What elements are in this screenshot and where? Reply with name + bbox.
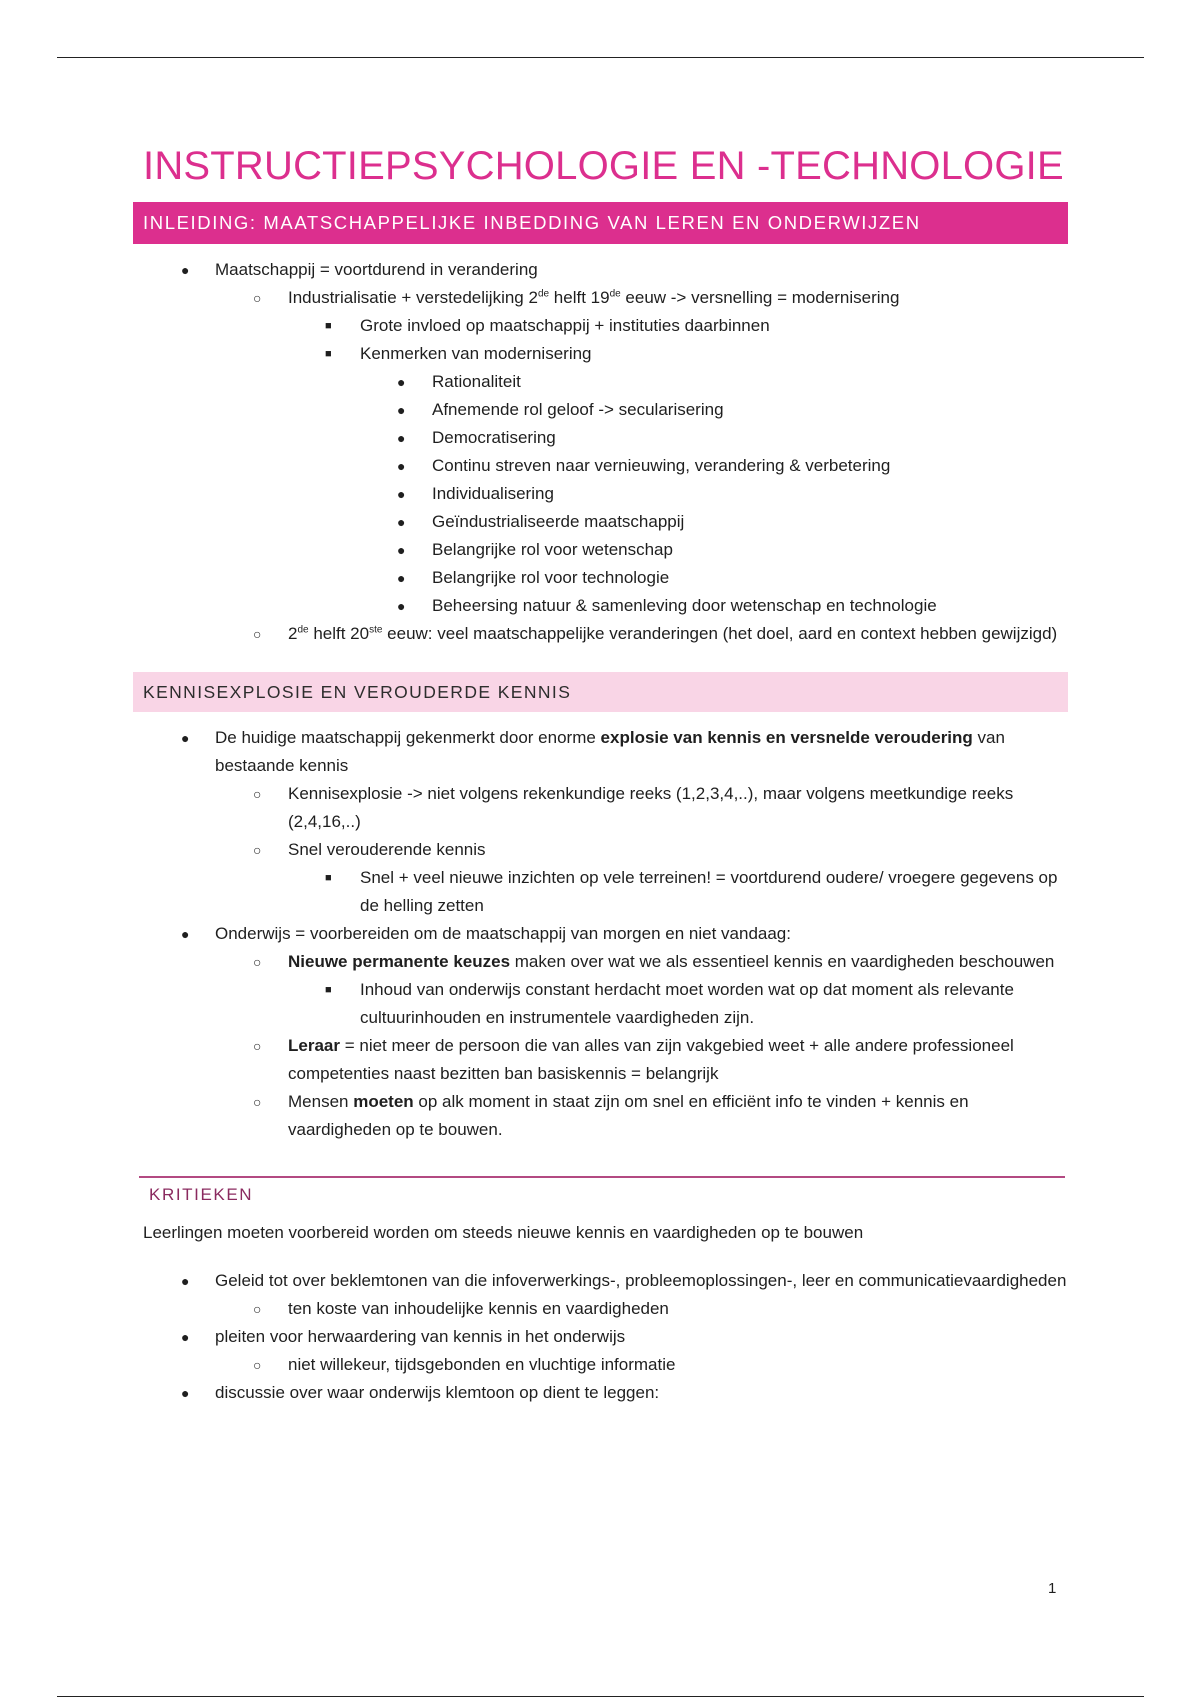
section-heading-inleiding: INLEIDING: MAATSCHAPPELIJKE INBEDDING VAN LEREN EN ONDERWIJZEN	[133, 202, 1068, 244]
list-item: ● Maatschappij = voortdurend in verandering	[181, 260, 538, 279]
document-title: INSTRUCTIEPSYCHOLOGIE EN -TECHNOLOGIE	[143, 144, 1064, 188]
document-body	[133, 140, 1068, 1407]
list-item: ● Geleid tot over beklemtonen van die infoverwerkings-, probleemoplossingen-, leer en communicatievaardigheden	[181, 1271, 1067, 1290]
list-item: ○ Industrialisatie + verstedelijking 2de helft 19de eeuw -> versnelling = modernisering	[253, 288, 900, 307]
list-item: ● Geïndustrialiseerde maatschappij	[397, 512, 685, 531]
list-item: ■ Grote invloed op maatschappij + instituties daarbinnen	[325, 316, 770, 335]
page-number: 1	[1048, 1580, 1057, 1597]
list-item: ● Beheersing natuur & samenleving door wetenschap en technologie	[397, 596, 937, 615]
list-item: ○ Leraar = niet meer de persoon die van alles van zijn vakgebied weet + alle andere professioneel competenties naast bezitten ban basiskennis = belangrijk	[253, 1036, 1014, 1083]
list-item: ● pleiten voor herwaardering van kennis in het onderwijs	[181, 1327, 626, 1346]
list-item: ● Continu streven naar vernieuwing, verandering & verbetering	[397, 456, 891, 475]
list-item: ■ Snel + veel nieuwe inzichten op vele terreinen! = voortdurend oudere/ vroegere gegevens op de helling zetten	[325, 868, 1058, 915]
list-item: ○ 2de helft 20ste eeuw: veel maatschappelijke veranderingen (het doel, aard en context hebben gewijzigd)	[253, 624, 1058, 643]
list-item: ○ Nieuwe permanente keuzes maken over wat we als essentieel kennis en vaardigheden beschouwen	[253, 952, 1055, 971]
list-item: ● Onderwijs = voorbereiden om de maatschappij van morgen en niet vandaag:	[181, 924, 791, 943]
list-item: ○ Kennisexplosie -> niet volgens rekenkundige reeks (1,2,3,4,..), maar volgens meetkundige reeks (2,4,16,..)	[253, 784, 1014, 831]
list-item: ● Rationaliteit	[397, 372, 521, 391]
section-heading-kritieken: KRITIEKEN	[139, 1176, 1065, 1205]
section-inleiding-list	[133, 256, 1068, 648]
list-item: ● Belangrijke rol voor wetenschap	[397, 540, 673, 559]
list-item: ● Individualisering	[397, 484, 554, 503]
header-rule	[57, 57, 1144, 58]
list-item: ● De huidige maatschappij gekenmerkt door enorme explosie van kennis en versnelde veroudering van bestaande kennis	[181, 728, 1005, 775]
section-heading-kennisexplosie: KENNISEXPLOSIE EN VEROUDERDE KENNIS	[133, 672, 1068, 712]
list-item: ● Democratisering	[397, 428, 556, 447]
list-item: ○ niet willekeur, tijdsgebonden en vluchtige informatie	[253, 1355, 676, 1374]
list-item: ● Belangrijke rol voor technologie	[397, 568, 670, 587]
list-item: ■ Kenmerken van modernisering	[325, 344, 592, 363]
list-item: ○ Snel verouderende kennis	[253, 840, 486, 859]
list-item: ● Afnemende rol geloof -> secularisering	[397, 400, 724, 419]
list-item: ○ Mensen moeten op alk moment in staat zijn om snel en efficiënt info te vinden + kennis en vaardigheden op te bouwen.	[253, 1092, 969, 1139]
footer-rule	[57, 1696, 1144, 1697]
list-item: ○ ten koste van inhoudelijke kennis en vaardigheden	[253, 1299, 669, 1318]
list-item: ■ Inhoud van onderwijs constant herdacht moet worden wat op dat moment als relevante cultuurinhouden en instrumentele vaardigheden zijn.	[325, 980, 1014, 1027]
section-kritieken-intro: Leerlingen moeten voorbereid worden om steeds nieuwe kennis en vaardigheden op te bouwen	[143, 1223, 864, 1242]
list-item: ● discussie over waar onderwijs klemtoon op dient te leggen:	[181, 1383, 660, 1402]
section-kritieken-list	[133, 1267, 1068, 1407]
section-kennisexplosie-list	[133, 724, 1068, 1144]
